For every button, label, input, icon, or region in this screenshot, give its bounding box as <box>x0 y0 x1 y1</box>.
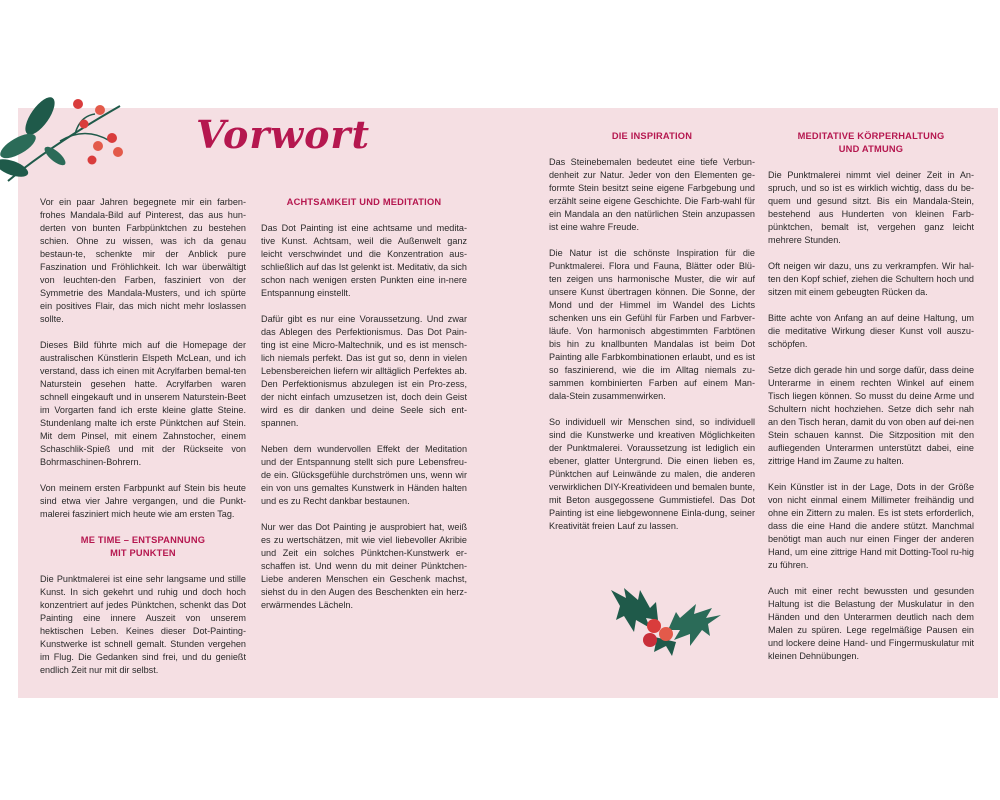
paragraph: Dafür gibt es nur eine Voraussetzung. Und zwar das Ablegen des Perfektionismus. Das Dot Pain-ting ist eine Micro-Maltechnik, und es ist mensch-lich niemals perfekt. Das ist gut so, denn in vielen Lebensbereichen liefern wir alltäglich Perfektes ab. Den Perfektionismus abzulegen ist ein Pro-zess, der nicht einfach umzusetzen ist, doch dein Geist wird es dir danken und deine Seele sich ent-spannen. <box>261 314 467 428</box>
paragraph: Die Natur ist die schönste Inspiration für die Punktmalerei. Flora und Fauna, Blätter oder Blü-ten zeigen uns harmonische Muster, die wir auf unsere Kunst übertragen können. Die Sonne, der Mond und der Himmel im Wandel des Lichts schenken uns ein Gefühl für Farben und Farbver-läufe. Von harmonisch abgestimmten Farbtönen bis hin zu knallbunten Mandalas ist beim Dot Painting alle Farbkombinationen erlaubt, und es ist so faszinierend, wie die im Alltag niemals zu-sammen kombinierten Farben auf einem Man-dala-Stein zusammenwirken. <box>549 248 755 401</box>
column-4 <box>768 130 974 676</box>
paragraph: Nur wer das Dot Painting je ausprobiert hat, weiß es zu wertschätzen, mit wie viel liebevoller Akribie und Zeit ein solches Pünktchen-Kunstwerk er-schaffen ist. Und wenn du mit deiner Pünktchen-Liebe anderen Menschen ein Geschenk machst, siehst du in den Augen des Beschenkten ein herz-erwärmendes Lächeln. <box>261 522 467 610</box>
paragraph: Dieses Bild führte mich auf die Homepage der australischen Künstlerin Elspeth McLean, und ich verstand, dass ich einen mit Acrylfarben bemal-ten Naturstein gesehen hatte. Acrylfarben waren schnell eingekauft und in unserem Naturstein-Beet im Vorgarten fand ich erste kleine glatte Steine. Stundenlang malte ich erste Pünktchen auf Stein. Mit dem Pinsel, mit einem Zahnstocher, einem Schaschlik-Spieß und mit der Rückseite von Bohrmaschinen-Bohrern. <box>40 340 246 467</box>
paragraph: Das Steinebemalen bedeutet eine tiefe Verbun-denheit zur Natur. Jeder von den Elementen ge-formte Stein besitzt seine eigene Farbgebung und erzählt seine eigene Geschichte. Die Farb-wahl für ein Mandala an den natürlichen Stein anzupassen ist eine wahre Freude. <box>549 157 755 232</box>
paragraph: Die Punktmalerei ist eine sehr langsame und stille Kunst. In sich gekehrt und ruhig und doch hoch konzentriert auf jedes Pünktchen, schenkt das Dot Painting eine innere Auszeit von unserem hektischen Leben. Keines dieser Dot-Painting-Kunstwerke ist schnell gemalt. Stunden vergehen im Flug. Die Gedanken sind frei, und du genießt endlich Zeit nur mit dir selbst. <box>40 574 246 675</box>
paragraph: Die Punktmalerei nimmt viel deiner Zeit in An-spruch, und so ist es wirklich wichtig, dass du be-quem und gesund sitzt. Bis ein Mandala-Stein, bestehend aus Hunderten von kleinen Farb-pünktchen, bemalt ist, vergehen ganz leicht mehrere Stunden. <box>768 170 974 245</box>
column-1 <box>40 196 246 690</box>
column-2 <box>261 196 467 625</box>
paragraph: Kein Künstler ist in der Lage, Dots in der Größe von nicht einmal einem Millimeter freihändig und ohne ein Zittern zu malen. Es ist stets erforderlich, dass die eine Hand die andere stützt. Manchmal benötigt man auch nur einen Finger der anderen Hand, um eine zittrige Hand mit Dotting-Tool ru-hig zu führen. <box>768 482 974 570</box>
paragraph: Oft neigen wir dazu, uns zu verkrampfen. Wir hal-ten den Kopf schief, ziehen die Schultern hoch und sitzen mit einem gebeugten Rücken da. <box>768 261 974 297</box>
holly-icon <box>606 580 726 660</box>
column-3 <box>549 130 755 546</box>
berry-branch-icon <box>0 96 130 186</box>
paragraph: Setze dich gerade hin und sorge dafür, dass deine Unterarme in einem rechten Winkel auf einem Tisch liegen können. So musst du deine Arme und Schultern nicht hochziehen. Setze dich sehr nah an den Tisch heran, damit du von oben auf dei-nen Stein schauen kannst. Die Sitzposition mit den aufliegenden Unterarmen unterstützt dabei, eine zittrige Hand im Zaume zu halten. <box>768 365 974 466</box>
paragraph: Von meinem ersten Farbpunkt auf Stein bis heute sind etwa vier Jahre vergangen, und die Punkt-malerei fasziniert mich heute wie am ersten Tag. <box>40 483 246 519</box>
paragraph: So individuell wir Menschen sind, so individuell sind die Kunstwerke und kreativen Möglichkeiten der Punktmalerei. Voraussetzung ist lediglich ein ebener, glatter Untergrund. Die einen lieben es, Pünktchen auf Leinwände zu malen, die anderen verwirklichen DIY-Kreativideen und bemalen bunte, mit Beton ausgegossene Gummistiefel. Das Dot Painting ist eine liebgewonnene Einla-dung, seiner Kreativität freien Lauf zu lassen. <box>549 417 755 531</box>
paragraph: Vor ein paar Jahren begegnete mir ein farben-frohes Mandala-Bild auf Pinterest, das aus hun-derten von bunten Farbpünktchen zu bestehen schien. Ohne zu wissen, was ich da genau bestaun-te, schenkte mir der Anblick pure Faszination und Fröhlichkeit. Ich war überwältigt von leuchten-den Farben, fasziniert von der Symmetrie des Mandala-Musters, und ich spürte ein positives Flair, das mich nicht mehr loslassen sollte. <box>40 197 246 324</box>
paragraph: Bitte achte von Anfang an auf deine Haltung, um die meditative Wirkung dieser Kunst voll auszu-schöpfen. <box>768 313 974 349</box>
paragraph: Neben dem wundervollen Effekt der Meditation und der Entspannung stellt sich pure Lebensfreu-de ein. Glücksgefühle durchströmen uns, wenn wir ein von uns gemaltes Kunstwerk in Händen halten und es zu Recht dankbar bestaunen. <box>261 444 467 506</box>
paragraph: Das Dot Painting ist eine achtsame und medita-tive Kunst. Achtsam, weil die Außenwelt ganz leicht verschwindet und die Konzentration aus-schließlich auf das Ist gelenkt ist. Meditativ, da sich schon nach wenigen ersten Punkten eine in-nere Entspannung einstellt. <box>261 223 467 298</box>
section-heading-inspiration: DIE INSPIRATION <box>611 131 693 141</box>
section-heading-me-time: ME TIME – ENTSPANNUNG MIT PUNKTEN <box>80 535 206 558</box>
section-heading-koerperhaltung: MEDITATIVE KÖRPERHALTUNG UND ATMUNG <box>797 131 945 154</box>
paragraph: Auch mit einer recht bewussten und gesunden Haltung ist die Belastung der Muskulatur in den Händen und den Unterarmen deutlich nach dem Malen zu spüren. Lege regelmäßige Pausen ein und lockere deine Hand- und Fingermuskulatur mit kleinen Dehnübungen. <box>768 586 974 661</box>
section-heading-achtsamkeit: ACHTSAMKEIT UND MEDITATION <box>286 197 442 207</box>
page-title: Vorwort <box>196 112 370 157</box>
